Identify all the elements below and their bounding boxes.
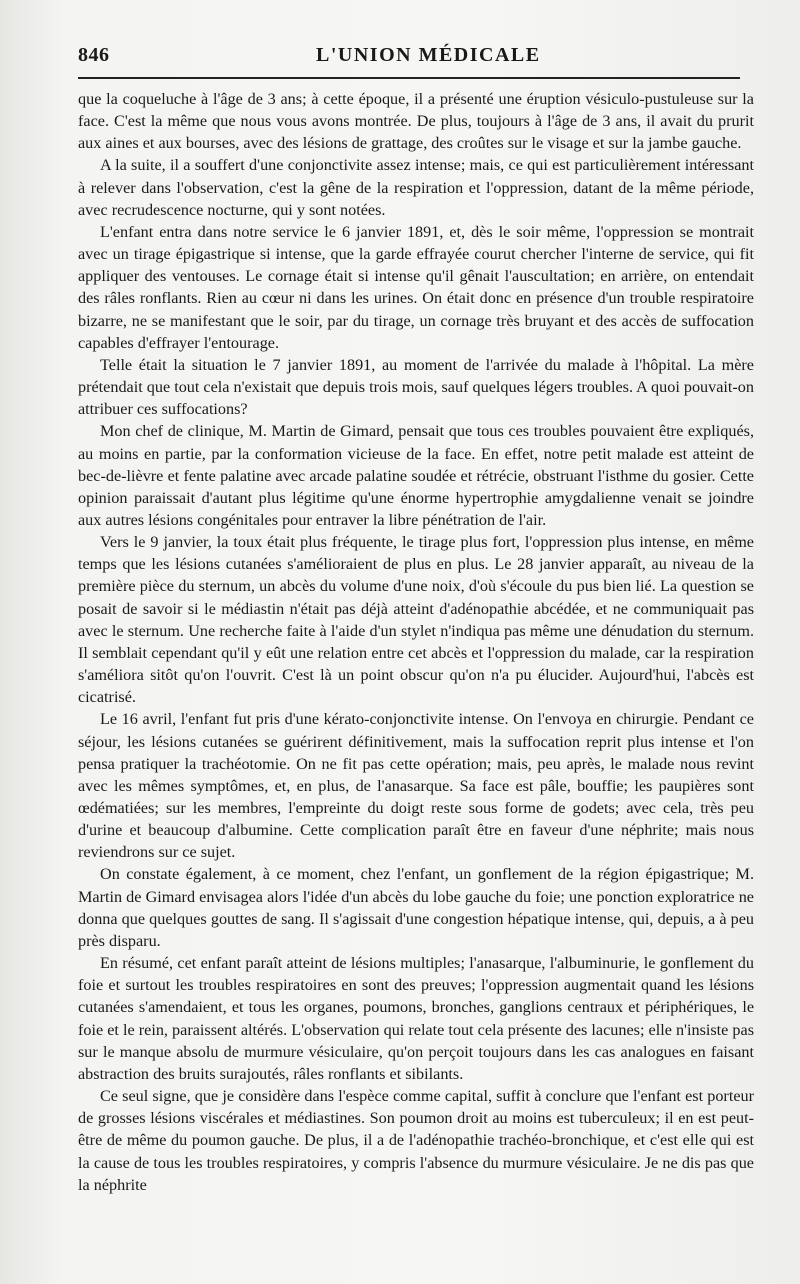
paragraph: Telle était la situation le 7 janvier 1891, au moment de l'arrivée du malade à l'hôpital. La mère prétendait que tout cela n'existait que depuis trois mois, sauf quelques légers troubles. A quoi pouvait-on attribuer ces suffocations? [78, 355, 754, 419]
paragraph: Le 16 avril, l'enfant fut pris d'une kérato-conjonctivite intense. On l'envoya en chirurgie. Pendant ce séjour, les lésions cutanées se guérirent définitivement, mais la suffocation reprit plus intense et l'on pensa pratiquer la trachéotomie. On ne fit pas cette opération; mais, peu après, le malade nous revint avec les mêmes symptômes, et, en plus, de l'anasarque. Sa face est pâle, bouffie; les paupières sont œdématiées; sur les membres, l'empreinte du doigt reste sous forme de godets; avec cela, très peu d'urine et beaucoup d'albumine. Cette complication paraît être en faveur d'une néphrite; mais nous reviendrons sur ce sujet. [78, 710, 754, 862]
paragraph: En résumé, cet enfant paraît atteint de lésions multiples; l'anasarque, l'albuminurie, le gonflement du foie et surtout les troubles respiratoires en sont des preuves; l'oppression augmentait quand les lésions cutanées s'amendaient, et tous les organes, poumons, bronches, ganglions centraux et périphériques, le foie et le rein, paraissent altérés. L'observation qui relate tout cela présente des lacunes; elle n'insiste pas sur le manque absolu de murmure vésiculaire, qu'on perçoit toujours dans les cas analogues en faisant abstraction des bruits surajoutés, râles ronflants et sibilants. [78, 954, 754, 1083]
paragraph: Vers le 9 janvier, la toux était plus fréquente, le tirage plus fort, l'oppression plus intense, en même temps que les lésions cutanées s'amélioraient de plus en plus. Le 28 janvier apparaît, au niveau de la première pièce du sternum, un abcès du volume d'une noix, d'où s'écoule du pus bien lié. La question se posait de savoir si le médiastin n'était pas déjà atteint d'adénopathie abcédée, et ne communiquait pas avec le sternum. Une recherche faite à l'aide d'un stylet n'indiqua pas même une dénudation du sternum. Il semblait cependant qu'il y eût une relation entre cet abcès et l'oppression du malade, car la respiration s'améliora sitôt qu'on l'ouvrit. C'est là un point obscur qu'on n'a pu élucider. Aujourd'hui, l'abcès est cicatrisé. [78, 533, 754, 707]
paragraph: que la coqueluche à l'âge de 3 ans; à cette époque, il a présenté une éruption vésiculo-pustuleuse sur la face. C'est la même que nous vous avons montrée. De plus, toujours à l'âge de 3 ans, il avait du prurit aux aines et aux bourses, avec des lésions de grattage, des croûtes sur le visage et sur la jambe gauche. [78, 90, 754, 153]
paragraph: L'enfant entra dans notre service le 6 janvier 1891, et, dès le soir même, l'oppression se montrait avec un tirage épigastrique si intense, que la garde effrayée courut chercher l'interne de service, qui fit appliquer des ventouses. Le cornage était si intense qu'il gênait l'auscultation; en arrière, on entendait des râles ronflants. Rien au cœur ni dans les urines. On était donc en présence d'un trouble respiratoire bizarre, ne se manifestant que le soir, par du tirage, un cornage très bruyant et des accès de suffocation capables d'effrayer l'entourage. [78, 222, 754, 352]
body-text [78, 88, 754, 1196]
page-header [78, 44, 740, 74]
header-rule [78, 77, 740, 79]
paragraph: A la suite, il a souffert d'une conjonctivite assez intense; mais, ce qui est particulièrement intéressant à relever dans l'observation, c'est la gêne de la respiration et l'oppression, datant de la même période, avec recrudescence nocturne, qui y sont notées. [78, 156, 754, 219]
paragraph: Mon chef de clinique, M. Martin de Gimard, pensait que tous ces troubles pouvaient être expliqués, au moins en partie, par la conformation vicieuse de la face. En effet, notre petit malade est atteint de bec-de-lièvre et fente palatine avec arcade palatine soudée et rétrécie, obstruant l'isthme du gosier. Cette opinion paraissait d'autant plus légitime qu'une énorme hypertrophie amygdalienne venait se joindre aux autres lésions congénitales pour entraver la libre pénétration de l'air. [78, 422, 754, 529]
running-title: L'UNION MÉDICALE [316, 44, 541, 66]
paragraph: On constate également, à ce moment, chez l'enfant, un gonflement de la région épigastrique; M. Martin de Gimard envisagea alors l'idée d'un abcès du lobe gauche du foie; une ponction exploratrice ne donna que quelques gouttes de sang. Il s'agissait d'une congestion hépatique intense, qui, depuis, a à peu près disparu. [78, 865, 754, 950]
paragraph: Ce seul signe, que je considère dans l'espèce comme capital, suffit à conclure que l'enfant est porteur de grosses lésions viscérales et médiastines. Son poumon droit au moins est tuberculeux; il en est peut-être de même du poumon gauche. De plus, il a de l'adénopathie trachéo-bronchique, et c'est elle qui est la cause de tous les troubles respiratoires, y compris l'absence du murmure vésiculaire. Je ne dis pas que la néphrite [78, 1087, 754, 1194]
page-number: 846 [78, 44, 110, 66]
